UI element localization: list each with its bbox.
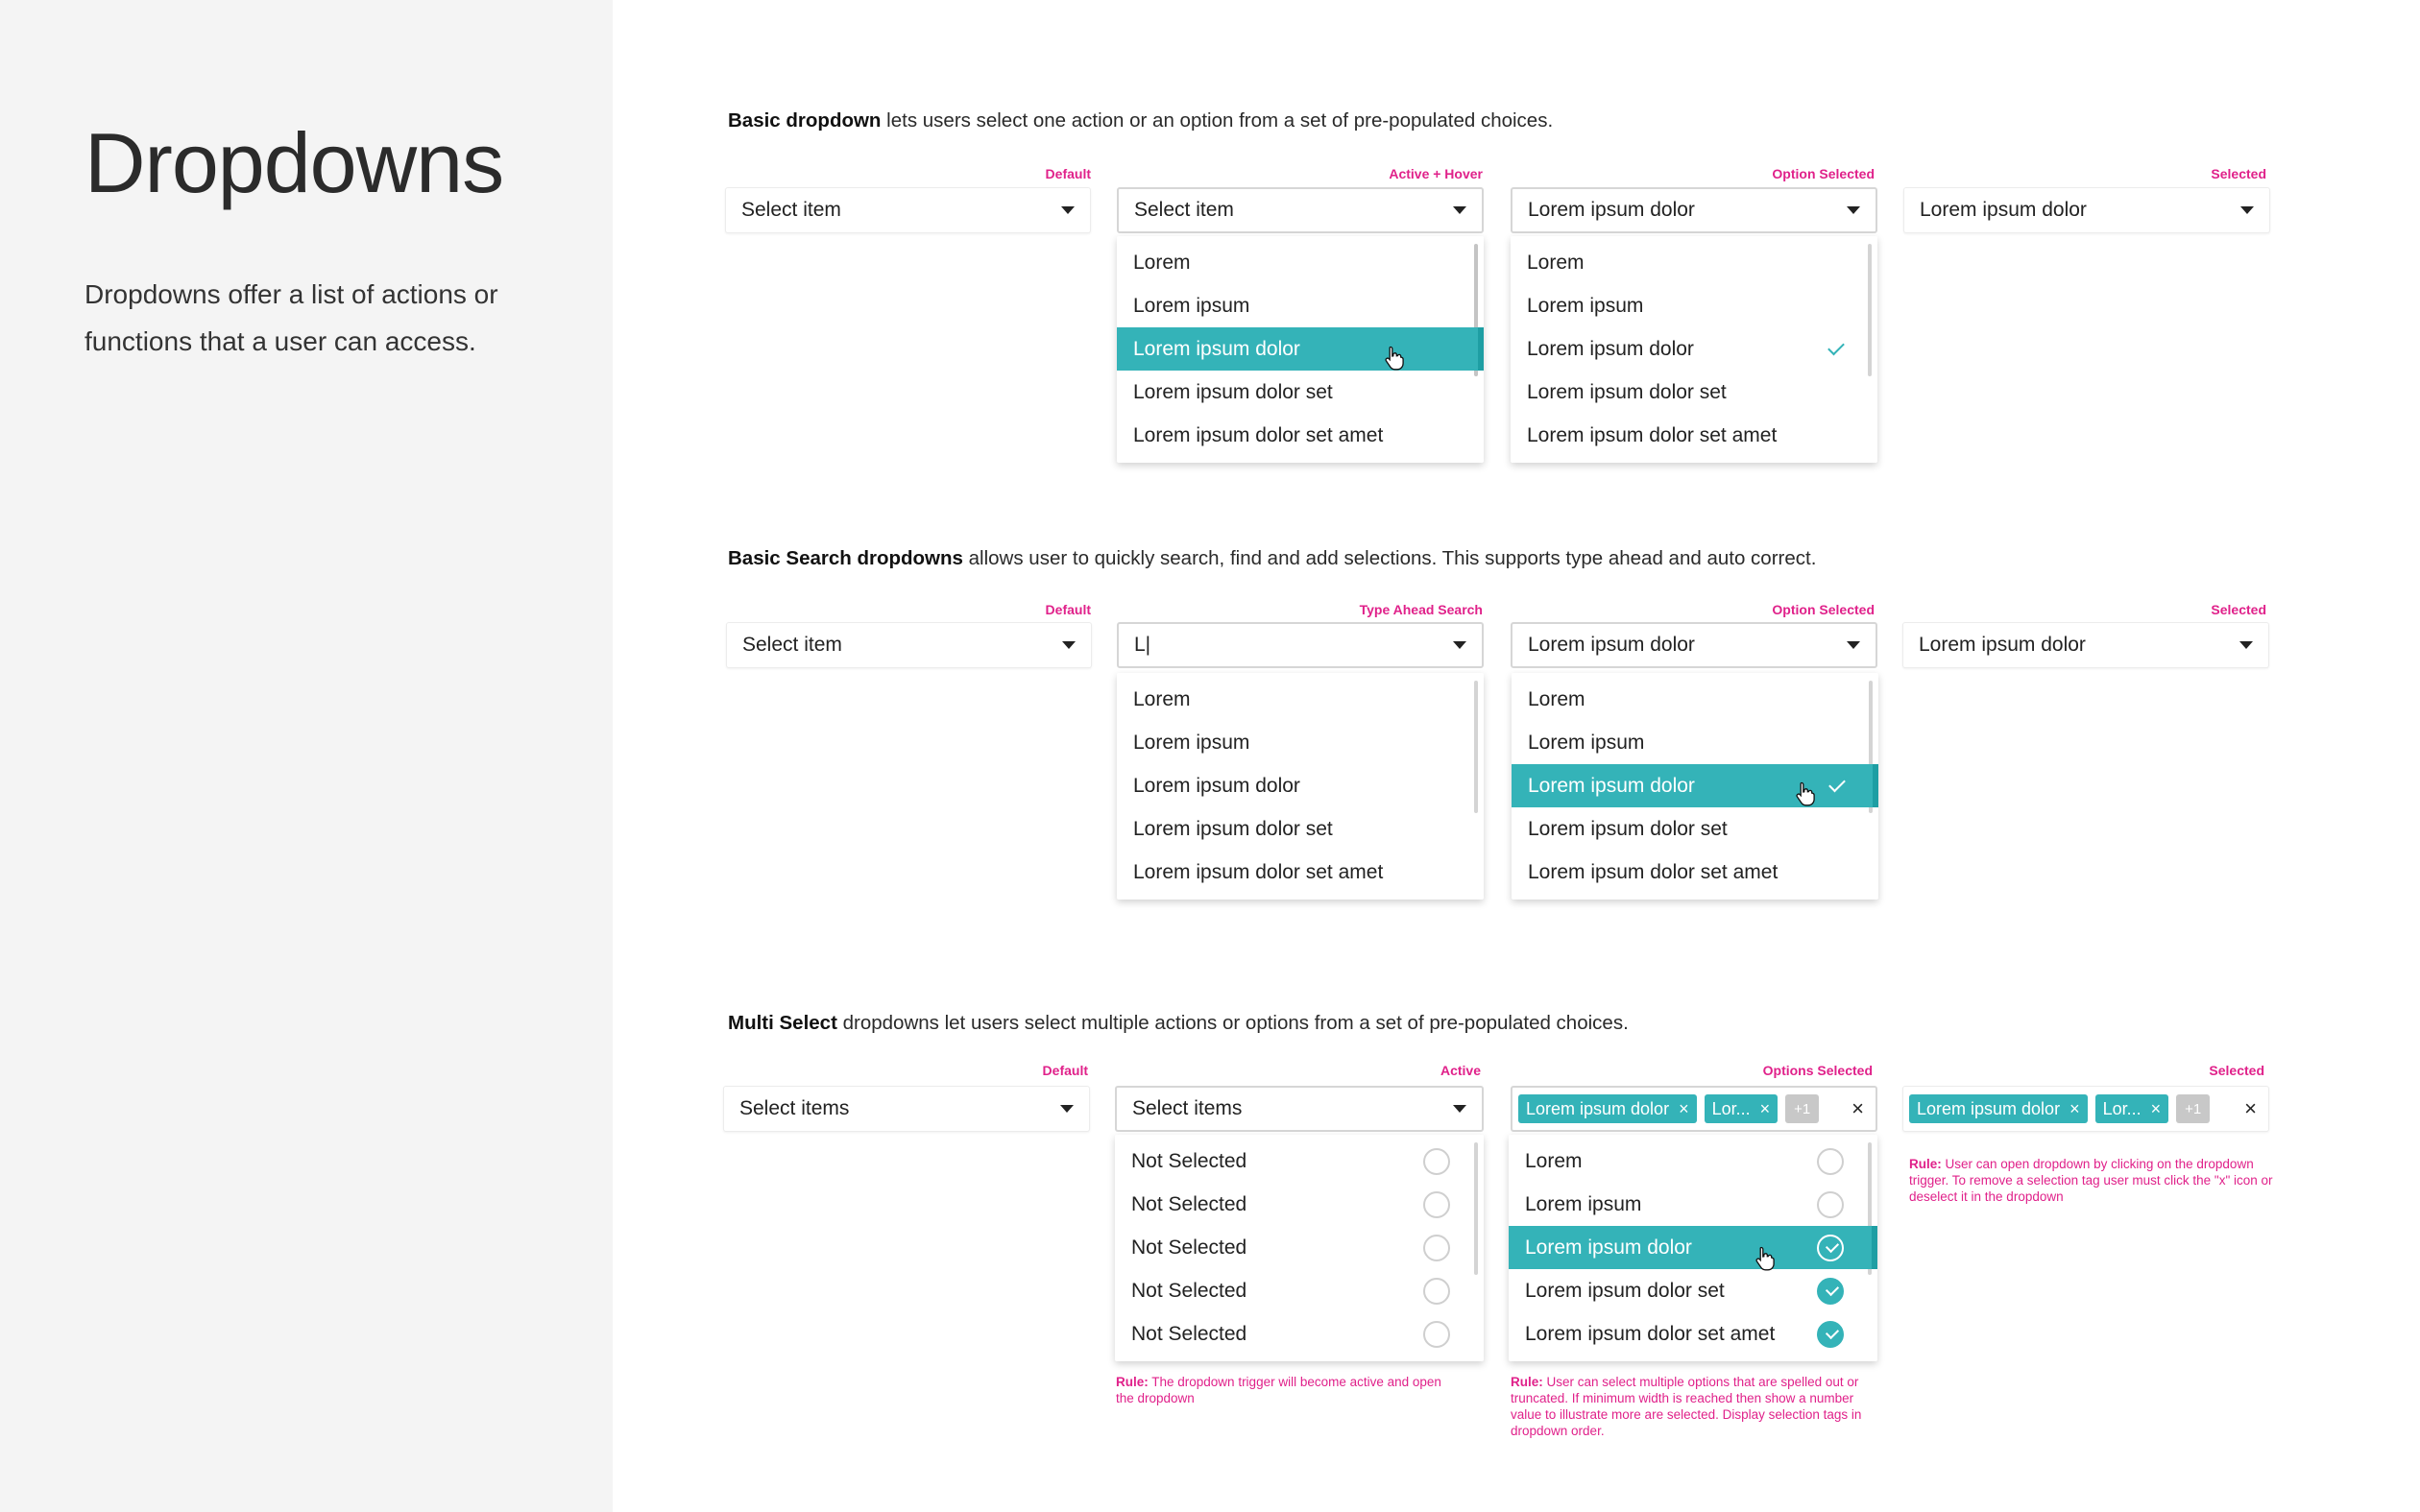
caret-down-icon [1453, 641, 1466, 649]
search-type-ahead-menu [1117, 673, 1484, 900]
trigger-text: Select item [741, 199, 841, 221]
menu-option-selected[interactable]: Lorem ipsum dolor [1511, 327, 1877, 371]
trigger-text: Lorem ipsum dolor [1528, 199, 1695, 221]
state-label-selected: Selected [2209, 1063, 2264, 1078]
remove-tag-icon[interactable]: × [1679, 1098, 1689, 1118]
basic-section-description: Basic dropdown lets users select one action or an option from a set of pre-populated choices. [728, 109, 1554, 132]
selection-tag: Lorem ipsum dolor × [1518, 1094, 1697, 1123]
unchecked-circle-icon [1423, 1235, 1450, 1261]
unchecked-circle-icon [1423, 1321, 1450, 1348]
menu-option[interactable]: Lorem [1133, 251, 1191, 274]
search-dropdown-default[interactable] [726, 622, 1092, 668]
caret-down-icon [2240, 206, 2254, 214]
highlight-edge [1872, 1226, 1877, 1269]
page-description: Dropdowns offer a list of actions or functions that a user can access. [85, 279, 498, 356]
menu-option[interactable]: Lorem [1528, 687, 1585, 710]
menu-option[interactable]: Lorem ipsum dolor set amet [1133, 423, 1384, 446]
search-option-selected-menu [1512, 673, 1878, 900]
hand-cursor-icon [1796, 781, 1817, 806]
menu-option[interactable]: Lorem [1133, 687, 1191, 710]
remove-tag-icon[interactable]: × [1759, 1098, 1771, 1118]
trigger-text: Lorem ipsum dolor [1528, 634, 1695, 656]
trigger-text: Select item [1134, 199, 1234, 221]
state-label-active: Active [1440, 1063, 1481, 1078]
selection-tag-truncated: Lor... × [1705, 1094, 1779, 1123]
menu-option[interactable]: Not Selected [1115, 1312, 1484, 1356]
caret-down-icon [1847, 206, 1860, 214]
page-title: Dropdowns [85, 115, 504, 210]
check-icon [1827, 338, 1845, 355]
menu-option[interactable]: Not Selected [1115, 1183, 1484, 1226]
selection-tag-truncated: Lor... × [2095, 1094, 2169, 1123]
multi-dropdown-selected[interactable] [1902, 1086, 2269, 1132]
unchecked-circle-icon [1423, 1191, 1450, 1218]
rule-selected: Rule: User can open dropdown by clicking on the dropdown trigger. To remove a selection tag user must click the "x" icon or deselect it in the dropdown [1909, 1157, 2273, 1204]
menu-option[interactable]: Not Selected [1115, 1226, 1484, 1269]
state-label-selected: Selected [2211, 602, 2266, 617]
trigger-text: Select items [739, 1097, 850, 1119]
search-dropdown-option-selected[interactable] [1511, 622, 1877, 668]
menu-option[interactable]: Lorem ipsum dolor set amet [1133, 860, 1384, 883]
checked-circle-icon [1817, 1235, 1844, 1261]
menu-option-selected-hover[interactable]: Lorem ipsum dolor [1512, 764, 1878, 807]
menu-option[interactable]: Lorem ipsum [1528, 731, 1645, 754]
search-dropdown-selected[interactable] [1902, 622, 2269, 668]
checked-circle-icon [1817, 1321, 1844, 1348]
sidebar [0, 0, 613, 1512]
remove-tag-icon[interactable]: × [2069, 1098, 2080, 1118]
state-label-type-ahead: Type Ahead Search [1359, 602, 1483, 617]
checked-circle-icon [1817, 1278, 1844, 1305]
menu-option[interactable]: Lorem ipsum [1133, 731, 1250, 754]
multi-dropdown-options-selected[interactable] [1511, 1086, 1877, 1132]
remove-tag-icon[interactable]: × [2150, 1098, 2162, 1118]
unchecked-circle-icon [1423, 1278, 1450, 1305]
multi-active-menu [1115, 1135, 1484, 1361]
multi-options-selected-menu [1509, 1135, 1877, 1361]
selection-tag: Lorem ipsum dolor × [1909, 1094, 2088, 1123]
clear-all-icon[interactable]: × [1851, 1096, 1864, 1120]
menu-option[interactable]: Lorem ipsum dolor set [1133, 817, 1333, 840]
more-count-badge: +1 [1785, 1094, 1819, 1123]
basic-dropdown-default[interactable] [725, 187, 1091, 233]
highlight-edge [1873, 764, 1878, 807]
highlight-edge [1478, 327, 1484, 371]
caret-down-icon [1062, 641, 1076, 649]
state-label-options-selected: Options Selected [1762, 1063, 1873, 1078]
menu-option[interactable]: Lorem ipsum dolor set amet [1527, 423, 1778, 446]
multi-section-description: Multi Select dropdowns let users select multiple actions or options from a set of pre-populated choices. [728, 1012, 1629, 1034]
hand-cursor-icon [1385, 346, 1406, 371]
multi-dropdown-active[interactable] [1115, 1086, 1484, 1132]
more-count-badge: +1 [2176, 1094, 2210, 1123]
menu-option-selected[interactable]: Lorem ipsum dolor set amet [1509, 1312, 1877, 1356]
check-icon [1828, 775, 1846, 792]
state-label-selected: Selected [2211, 166, 2266, 181]
rule-options-selected: Rule: User can select multiple options that are spelled out or truncated. If minimum width is reached then show a number value to illustrate more are selected. Display selection tags in dropdown order. [1511, 1375, 1862, 1438]
state-label-active-hover: Active + Hover [1389, 166, 1483, 181]
trigger-text: Lorem ipsum dolor [1919, 634, 2086, 656]
menu-option[interactable]: Lorem ipsum [1133, 294, 1250, 317]
rule-active: Rule: The dropdown trigger will become active and open the dropdown [1116, 1375, 1441, 1405]
state-label-default: Default [1045, 602, 1091, 617]
menu-option[interactable]: Not Selected [1115, 1140, 1484, 1183]
unchecked-circle-icon [1423, 1148, 1450, 1175]
basic-dropdown-active[interactable] [1117, 187, 1484, 233]
state-label-option-selected: Option Selected [1772, 166, 1875, 181]
hand-cursor-icon [1755, 1246, 1777, 1271]
trigger-text: Select item [742, 634, 842, 656]
caret-down-icon [1453, 1105, 1466, 1113]
basic-dropdown-selected[interactable] [1903, 187, 2270, 233]
menu-option-selected[interactable]: Lorem ipsum dolor set [1509, 1269, 1877, 1312]
trigger-text: Select items [1132, 1097, 1243, 1119]
trigger-text: Lorem ipsum dolor [1920, 199, 2087, 221]
menu-option[interactable]: Lorem ipsum dolor set amet [1528, 860, 1779, 883]
unchecked-circle-icon [1817, 1191, 1844, 1218]
menu-option[interactable]: Lorem [1509, 1140, 1877, 1183]
caret-down-icon [1061, 206, 1075, 214]
clear-all-icon[interactable]: × [2244, 1096, 2257, 1120]
state-label-default: Default [1042, 1063, 1088, 1078]
search-section-description: Basic Search dropdowns allows user to quickly search, find and add selections. This supports type ahead and auto correct. [728, 547, 1817, 569]
unchecked-circle-icon [1817, 1148, 1844, 1175]
state-label-option-selected: Option Selected [1772, 602, 1875, 617]
caret-down-icon [1060, 1105, 1074, 1113]
menu-option[interactable]: Lorem ipsum dolor [1133, 774, 1300, 797]
menu-option-hover-selected[interactable]: Lorem ipsum dolor [1509, 1226, 1877, 1269]
menu-option[interactable]: Lorem ipsum dolor set [1133, 380, 1333, 403]
state-label-default: Default [1045, 166, 1091, 181]
caret-down-icon [1453, 206, 1466, 214]
menu-option[interactable]: Lorem ipsum [1509, 1183, 1877, 1226]
menu-option[interactable]: Not Selected [1115, 1269, 1484, 1312]
basic-option-selected-menu [1511, 236, 1877, 463]
menu-option[interactable]: Lorem [1527, 251, 1585, 274]
basic-active-menu [1117, 236, 1484, 463]
caret-down-icon [1847, 641, 1860, 649]
menu-option[interactable]: Lorem ipsum [1527, 294, 1644, 317]
menu-option-hover[interactable]: Lorem ipsum dolor [1117, 327, 1484, 371]
basic-dropdown-option-selected[interactable] [1511, 187, 1877, 233]
search-input-text: L| [1134, 634, 1151, 656]
menu-option[interactable]: Lorem ipsum dolor set [1528, 817, 1728, 840]
menu-option[interactable]: Lorem ipsum dolor set [1527, 380, 1727, 403]
search-dropdown-input[interactable] [1117, 622, 1484, 668]
caret-down-icon [2239, 641, 2253, 649]
multi-dropdown-default[interactable] [723, 1086, 1090, 1132]
